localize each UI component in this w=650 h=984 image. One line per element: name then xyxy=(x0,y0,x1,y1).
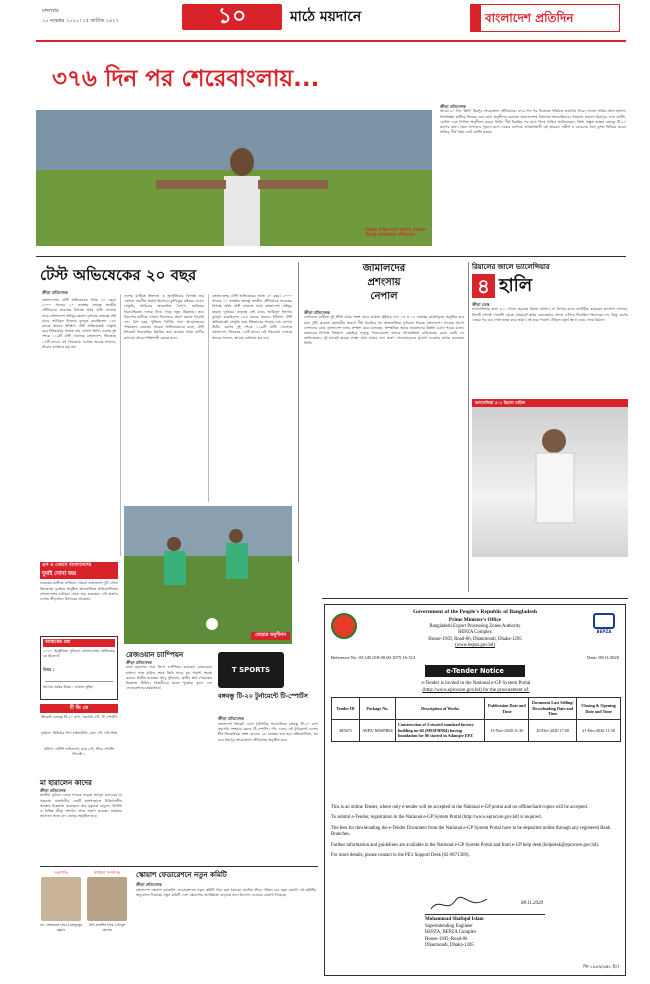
madrid-story xyxy=(472,262,628,592)
tender-web: (www.bepza.gov.bd) xyxy=(455,642,495,648)
tender-signer-address-1: House-19/D, Road-06 xyxy=(425,936,468,942)
tsports-logo-text: T SPORTS xyxy=(231,666,271,674)
tsports-body: বাংলাদেশ ক্রিকেট বোর্ড (বিসিবি) আয়োজিত বঙ্গবন্ধু টি-২০ কাপ সরাসরি সম্প্রচার করবে টি-স্পোর্টস। পাঁচ দলের এই টুর্নামেন্টে দেশের শীর্ষ ক্রিকেটাররা অংশ নেবেন। ২৪ নভেম্বর শুরু হবে প্রতিযোগিতা, সব ম্যাচ মিরপুর শেরেবাংলা স্টেডিয়ামে অনুষ্ঠিত হবে। xyxy=(218,722,318,742)
quiz-question: ২০২০ অস্ট্রেলিয়া ফুটবলে বাংলাদেশের অধিনায়ক কে ছিলেন? xyxy=(43,649,115,659)
gold-notice-title: দুবাই সোনা জয় xyxy=(40,570,118,579)
jamal-story xyxy=(304,262,464,592)
gold-notice-label: এস এ গেমসে বাংলাদেশের xyxy=(40,562,118,570)
tv-item-1: ক্রিকেট: বঙ্গবন্ধু টি-২০ কাপ, সরাসরি ৫টা, টি স্পোর্টস xyxy=(41,714,117,719)
madrid-big-word: হালি xyxy=(498,275,533,296)
kader-story xyxy=(40,778,122,862)
rule-before-tender xyxy=(322,598,628,599)
madrid-left-rule xyxy=(468,262,469,592)
tender-signer-title: Superintending Engineer xyxy=(425,923,473,929)
th-package: Package No. xyxy=(359,698,395,720)
jamal-left-rule xyxy=(298,262,299,562)
td-package: AEPZ/ MSSFB04 xyxy=(359,720,395,742)
quiz-answer-line xyxy=(45,681,113,682)
masthead-day: মঙ্গলবার xyxy=(42,8,59,14)
tender-intro-2: (http://www.eprocure.gov.bd) for the procurement of: xyxy=(422,687,530,693)
madrid-player-head xyxy=(542,429,566,453)
tender-intro xyxy=(331,681,621,695)
tender-para-4: Further information and guidelines are available in the National e-GP System Portal and from e-GP help desk (helpdesk@eprocure.gov.bd). xyxy=(331,842,600,848)
football-ball xyxy=(206,618,218,630)
football-photo xyxy=(124,506,292,644)
jamal-body: নেপালের মাটিতে দুই প্রীতি ম্যাচে অংশ নেবে জামাল ভূঁইয়ার দল। ১৩ ও ১৭ নভেম্বর কাঠমান্ডুতে অনুষ্ঠিত হবে ম্যাচ দুটি। করোনা মহামারীর কারণে দীর্ঘ বিরতির পর আন্তর্জাতিক ফুটবলে ফিরছে বাংলাদেশ। সফরের আগে নেপালের কোচ বাংলাদেশ দলের প্রশংসা করে বলেছেন, সাম্প্রতিক সময়ে জামালদের উন্নতি চোখে পড়ার মতো। কাতারের বিপক্ষে বিশ্বকাপ বাছাইয়ে লড়াকু পারফরম্যান্স তাদের আত্মবিশ্বাস বাড়িয়েছে। কোচ জেমি ডে জানিয়েছেন, দুই ম্যাচেই জয়ের লক্ষ্যে মাঠে নামবে দল। তরুণ খেলোয়াড়দের সুযোগ দেওয়ার কথাও বলেছেন তিনি। xyxy=(304,315,464,346)
footballer-1-head xyxy=(167,537,181,551)
lead-caption-box xyxy=(366,227,426,238)
bepza-logo-mark xyxy=(593,613,615,629)
gold-notice xyxy=(40,562,118,630)
footballer-2-head xyxy=(229,529,243,543)
th-publication: Publication Date and Time xyxy=(485,698,529,720)
committee-name-right: গ্রুপ ক্যাপ্টেন (অব.) আবুল হোসেন xyxy=(88,923,126,932)
player-head xyxy=(230,148,254,176)
footballer-1-shirt xyxy=(164,551,186,585)
kader-body: জাতীয় ফুটবল দলের সাবেক তারকা আব্দুল কাদেরের মা গতকাল রাজধানীর একটি হাসপাতালে চিকিৎসাধীন অবস্থায় ইন্তেকাল করেছেন। তার মৃত্যুতে বাফুফে, বিসিবি ও বিভিন্ন ক্রীড়া সংগঠন শোক প্রকাশ করেছে। মরহুমার জানাজা আজ বাদ জোহর অনুষ্ঠিত হবে। xyxy=(40,793,122,819)
committee-label-right: সাধারণ সম্পাদক xyxy=(93,870,121,875)
tender-complex: BEPZA Complex xyxy=(458,630,492,636)
football-backdrop xyxy=(124,506,292,556)
tv-item-3: টেনিস: এটিপি ফাইনালস, রাত ৮টা, স্টার স্পোর্টস সিলেক্ট ১ xyxy=(43,746,115,756)
madrid-byline: ক্রীড়া ডেস্ক xyxy=(472,302,490,307)
paper-logo-mark xyxy=(471,5,481,31)
td-publication: 15-Nov-2020 11:30 xyxy=(485,720,529,742)
test-col-divider-2 xyxy=(208,294,209,502)
bepza-logo xyxy=(589,613,619,637)
player-arm-left xyxy=(156,180,226,189)
jamal-byline: ক্রীড়া প্রতিবেদক xyxy=(304,310,330,315)
lead-article xyxy=(440,104,626,254)
tsports-logo xyxy=(218,652,284,688)
madrid-body: ভ্যালেন্সিয়ার মাঠে ৪-১ গোলে হেরেছে রিয়াল মাদ্রিদ। লা লিগার ম্যাচে হ্যাটট্রিক করেছেন কার্লোস সোলার, তিনটি গোলই পেনাল্টি থেকে। প্রথমার্ধে করিম বেনজেমার গোলে এগিয়ে গিয়েছিল জিদানের দল, কিন্তু এরপর একের পর এক গোল হজম করে তারা। এই হারে পয়েন্ট টেবিলে চতুর্থ স্থানে নেমে গেছে রিয়াল। xyxy=(472,307,628,322)
th-description: Description of Works xyxy=(395,698,485,720)
committee-photo-right xyxy=(86,870,128,940)
bepza-logo-text: BEPZA xyxy=(596,629,612,634)
tv-heading: টি ভি তে xyxy=(40,704,118,713)
rezwan-story xyxy=(126,650,212,862)
tender-para-5: For more details, please contact to the PE's Support Desk (02-9671369). xyxy=(331,853,470,859)
tender-office: Prime Minister's Office xyxy=(448,616,502,623)
test-col-divider-1 xyxy=(120,294,121,556)
lead-body: আরো ৯০ দিন ‘তিনি’ মিরপুর শেরেবাংলা স্টেডিয়ামে। ৩৭৬ দিন পর নিজেকে পরিচিত জায়গায় ফিরে পেলেন সাকিব আল হাসান। নিষেধাজ্ঞা কাটিয়ে নিজের চেনা মাঠে অনুশীলন করলেন বাংলাদেশের বিশ্বসেরা অলরাউন্ডার। গতকাল সকালে মিরপুরে এসে ব্যাটিং, বোলিং এবং ফিল্ডিং অনুশীলন করেন তিনি। দীর্ঘ বিরতির পর মাঠে ফিরে সাকিব জানিয়েছেন, তিনি প্রস্তুত হচ্ছেন বঙ্গবন্ধু টি-২০ কাপের জন্য। সময় লাগলেও পুরনো ছন্দে ফেরার ব্যাপারে আত্মবিশ্বাসী এই তারকা। সতীর্থ ও কোচদের সঙ্গে কুশল বিনিময় করেন সাকিব, দীর্ঘ সময় নেটে ব্যাটিং করেন। xyxy=(440,109,626,135)
committee-headline: স্কোয়াশ ফেডারেশনে নতুন কমিটি xyxy=(136,871,227,879)
tsports-byline: ক্রীড়া প্রতিবেদক xyxy=(218,716,244,721)
tender-authority: Bangladesh Export Processing Zones Authority xyxy=(429,623,521,629)
madrid-photo-caption: ভ্যালেন্সিয়া ৪-১ রিয়াল মাদ্রিদ xyxy=(472,399,628,407)
player-arm-right xyxy=(258,180,328,189)
lead-byline: ক্রীড়া প্রতিবেদক xyxy=(440,104,466,109)
tender-table xyxy=(331,697,621,742)
tv-item-2: ফুটবল: প্রিমিয়ার লিগ হাইলাইটস, রাত ১টা, সনি সিক্স xyxy=(40,730,118,735)
signature-stroke xyxy=(431,897,487,909)
lead-caption-2: মিরপুর শেরেবাংলা স্টেডিয়ামে xyxy=(365,232,415,238)
committee-name-left: লে. জেনারেল (অব.) মাহফুজুর রহমান xyxy=(40,923,82,932)
masthead-date: ১০ নভেম্বর ২০২০। ২৫ কার্তিক ১৪২৭ xyxy=(42,18,119,24)
tender-title: e-Tender Notice xyxy=(425,665,525,677)
madrid-score-row xyxy=(472,274,628,298)
signature-scribble xyxy=(429,895,489,913)
tender-para-3: The fees for downloading the e-Tender Document from the National e-GP System Portal have to be deposited online through any registered Bank Branches. xyxy=(331,825,611,838)
test-headline: টেস্ট অভিষেকের ২০ বছর xyxy=(40,266,197,284)
committee-photo-left xyxy=(40,870,82,940)
th-tender-id: Tender ID xyxy=(332,698,360,720)
tender-para-1: This is an online Tender, where only e-tender will be accepted in the National e-GP portal and no offline/hard copies will be accepted. xyxy=(331,805,588,810)
committee-label-left: সভাপতি xyxy=(54,870,68,875)
tender-signer-name: Mohammad Shafiqul Islam xyxy=(425,917,484,922)
tender-signer-office: BEPZA, BEPZA Complex xyxy=(425,930,477,936)
tsports-headline: বঙ্গবন্ধু টি-২০ টুর্নামেন্টে টি-স্পোর্টস xyxy=(218,692,308,700)
tender-signature xyxy=(425,895,545,950)
tender-intro-1: e-Tender is invited in the National e-GP System Portal xyxy=(421,681,531,686)
jamal-headline-1: জামালদের xyxy=(362,263,406,274)
tender-date: Date: 08/11/2020 xyxy=(587,655,619,660)
quiz-box xyxy=(40,636,118,700)
tender-signature-mark xyxy=(425,895,545,915)
rezwan-byline: ক্রীড়া প্রতিবেদক xyxy=(126,660,152,665)
page-number: ১০ xyxy=(182,4,282,30)
quiz-heading: আজকের প্রশ্ন xyxy=(43,639,115,647)
tender-gov: Government of the People's Republic of Bangladesh xyxy=(413,609,537,615)
rule-after-lead xyxy=(36,256,626,257)
tender-reference: Reference No. 03.345.018.00.00.1075.16-512 xyxy=(331,655,416,660)
td-last-selling: 20-Dec-2020 17:00 xyxy=(529,720,577,742)
madrid-headline: রিয়ালের জালে ভ্যালেন্সিয়ার xyxy=(472,263,550,271)
test-col-3: বাংলাদেশের টেস্ট অভিষেকের আজ ২০ বছর। ২০০০ সালের ১০ নভেম্বর বঙ্গবন্ধু জাতীয় স্টেডিয়ামে ভারতের বিপক্ষে প্রথম টেস্ট খেলতে নামে বাংলাদেশ। নাঈমুর রহমান দুর্জয়ের নেতৃত্বে সেই ম্যাচে আমিনুল ইসলাম বুলবুল করেছিলেন ১৪৫ রানের অনবদ্য ইনিংস। টেস্ট অভিষেকেই সেঞ্চুরি করে ইতিহাসের পাতায় নাম লেখান তিনি। এরপর দুই দশকে ১১৯টি টেস্ট খেলেছে বাংলাদেশ, জিতেছে ১৪টি ম্যাচে। এই পথচলায় এসেছে অনেক সাফল্য, আবার ব্যর্থতাও কম নয়। xyxy=(212,294,292,340)
tender-sign-date: 08.11.2020 xyxy=(520,901,543,906)
rezwan-headline: রেজওয়ান চ্যাম্পিয়ন xyxy=(126,651,184,659)
lead-photo-svg xyxy=(36,110,432,246)
tender-header xyxy=(361,609,589,649)
tender-signer-address-2: Dhanmondi, Dhaka-1205 xyxy=(425,943,474,949)
tender-code: জি-১৯৪৯(৬x৮ ইঃ) xyxy=(583,965,619,971)
td-closing: 21-Dec-2020 11:30 xyxy=(577,720,621,742)
tender-table-header xyxy=(332,698,621,720)
madrid-photo-svg xyxy=(472,407,628,557)
th-last-selling: Document Last Selling/ Downloading Date and Time xyxy=(529,698,577,720)
footballer-2-shirt xyxy=(226,543,248,579)
masthead-rule xyxy=(36,40,626,42)
test-byline: ক্রীড়া প্রতিবেদক xyxy=(42,290,68,295)
kader-headline: মা হারালেন কাদের xyxy=(40,779,92,787)
football-photo-svg xyxy=(124,506,292,644)
committee-byline: ক্রীড়া প্রতিবেদক xyxy=(136,882,162,887)
tender-paragraphs xyxy=(331,805,621,859)
rule-before-committee xyxy=(40,866,318,867)
committee-story xyxy=(40,870,318,974)
lead-photo xyxy=(36,110,432,246)
rezwan-body: ঢাকা মহানগর দাবা লিগে চ্যাম্পিয়ন হয়েছেন রেজওয়ান হাসান। সাত রাউন্ড শেষে তিনি সাড়ে ছয় পয়েন্ট সংগ্রহ করেন। দ্বিতীয় হয়েছেন আবু সুফিয়ান, তৃতীয় স্থান পেয়েছেন মিনহাজ উদ্দিন। বিজয়ীদের হাতে পুরস্কার তুলে দেন ফেডারেশনের কর্মকর্তারা। xyxy=(126,665,212,691)
section-title: মাঠে ময়দানে xyxy=(290,9,362,25)
masthead xyxy=(0,0,650,56)
lead-headline: ৩৭৬ দিন পর শেরেবাংলায়... xyxy=(52,66,320,92)
quiz-answer-label: উত্তর : xyxy=(43,667,55,673)
test-col-2: দেশের মাটিতে ইংল্যান্ড ও অস্ট্রেলিয়ার বিপক্ষে জয় এসেছে স্মরণীয় অর্জন হিসেবে। মুশফিকুর রহিমের ডাবল সেঞ্চুরি, সাকিবের অলরাউন্ড নৈপুণ্য, তামিমের ধারাবাহিকতা দলকে নিয়ে গেছে নতুন উচ্চতায়। তবে বিদেশের মাটিতে এখনো নিজেদের প্রমাণ করতে পারেনি দল। বিশ বছর পূর্তিতে বিসিবি নানা আয়োজনের পরিকল্পনা করেছে। সাবেক অধিনায়কদের মতে, টেস্ট ক্রিকেটে ধারাবাহিক উন্নতির জন্য ঘরোয়া প্রথম শ্রেণির কাঠামো আরো শক্তিশালী করতে হবে। xyxy=(124,294,204,340)
tender-address: House-19/D, Road-06, Dhanmondi, Dhaka-1205 xyxy=(428,636,522,642)
paper-logo xyxy=(470,4,620,32)
kader-byline: ক্রীড়া প্রতিবেদক xyxy=(40,788,66,793)
tender-notice xyxy=(324,604,626,976)
lead-caption-1: নিজের সাকিব আল হাসান। গতকাল xyxy=(365,226,426,232)
madrid-photo xyxy=(472,407,628,557)
jamal-headline-2: প্রশংসায় xyxy=(367,277,401,288)
th-closing: Closing & Opening Date and Time xyxy=(577,698,621,720)
tender-para-2: To submit e-Tender, registration in the National e-GP System Portal (http://www.eprocure.gov.bd) is required. xyxy=(331,815,542,821)
paper-logo-text: বাংলাদেশ প্রতিদিন xyxy=(485,11,574,25)
test-col-1: বাংলাদেশের টেস্ট অভিষেকের আজ ২০ বছর। ২০০০ সালের ১০ নভেম্বর বঙ্গবন্ধু জাতীয় স্টেডিয়ামে ভারতের বিপক্ষে প্রথম টেস্ট খেলতে নামে বাংলাদেশ। নাঈমুর রহমান দুর্জয়ের নেতৃত্বে সেই ম্যাচে আমিনুল ইসলাম বুলবুল করেছিলেন ১৪৫ রানের অনবদ্য ইনিংস। টেস্ট অভিষেকেই সেঞ্চুরি করে ইতিহাসের পাতায় নাম লেখান তিনি। এরপর দুই দশকে ১১৯টি টেস্ট খেলেছে বাংলাদেশ, জিতেছে ১৪টি ম্যাচে। এই পথচলায় এসেছে অনেক সাফল্য, আবার ব্যর্থতাও কম নয়। xyxy=(42,298,116,349)
committee-avatar-right xyxy=(87,877,127,921)
tv-box xyxy=(40,704,118,772)
committee-avatar-left xyxy=(41,877,81,921)
jamal-headline-3: নেপাল xyxy=(370,291,398,302)
td-tender-id: 485675 xyxy=(332,720,360,742)
madrid-player-shirt xyxy=(536,453,574,523)
quiz-prev-answer: আগের প্রশ্নের উত্তর : জামাল ভূঁইয়া xyxy=(43,685,94,689)
gold-notice-body: ভারতের মাটিতে এশিয়ান গেমসে বাংলাদেশ দুটি সোনা জিতেছে। দুবাইয়ে অনুষ্ঠিত আন্তর্জাতিক প্রতিযোগিতায় বাংলাদেশের শুটাররা সোনা জয় করেছেন। এই অর্জনে দেশের ক্রীড়াঙ্গনে উৎসবের আমেজ। xyxy=(40,581,118,602)
tender-table-row xyxy=(332,720,621,742)
gov-emblem xyxy=(331,613,357,639)
football-photo-caption: দোহারে অনুশীলন xyxy=(251,632,290,640)
madrid-big-number: ৪ xyxy=(472,274,495,298)
td-description: Construction of 3-storied standard factory building no-04 (MSSFBN04) having foundation for 06 storied in Adamjee EPZ xyxy=(395,720,485,742)
committee-body: বাংলাদেশ স্কোয়াশ র‍্যাকেটস ফেডারেশনের নতুন কমিটি গঠন করা হয়েছে। জাতীয় ক্রীড়া পরিষদ চার বছর মেয়াদি এই কমিটির অনুমোদন দিয়েছে। নতুন কমিটি দেশে স্কোয়াশের জনপ্রিয়তা বাড়াতে নানা উদ্যোগ নেওয়ার ঘোষণা দিয়েছে। xyxy=(136,888,316,898)
player-shirt xyxy=(224,176,260,246)
